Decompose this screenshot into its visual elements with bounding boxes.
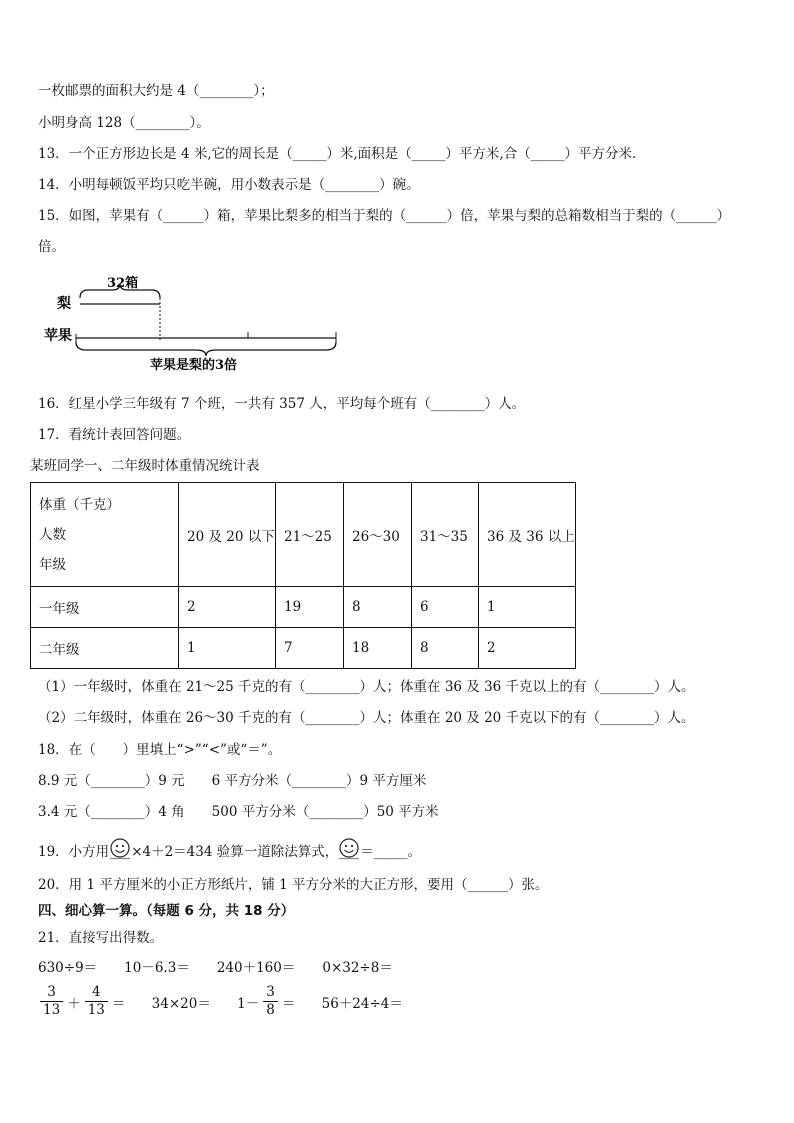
row-label: 一年级	[31, 587, 179, 628]
column-header: 26～30	[344, 483, 412, 587]
question-17-2: （2）二年级时，体重在 26～30 千克的有（________）人；体重在 20 及 20 千克以下的有（________）人。	[38, 710, 695, 726]
question-16: 16．红星小学三年级有 7 个班，一共有 357 人，平均每个班有（________）人。	[38, 396, 526, 412]
column-header: 36 及 36 以上	[479, 483, 576, 587]
column-header: 21～25	[276, 483, 344, 587]
table-cell: 7	[276, 628, 344, 669]
column-header: 31～35	[412, 483, 479, 587]
smiley-face-icon	[109, 838, 131, 867]
calc-item-2: 34×20＝	[151, 995, 211, 1012]
fraction-denominator: 8	[266, 1002, 275, 1018]
question-18: 18．在（ ）里填上“>”“<”或“＝”。	[38, 742, 282, 758]
table-cell: 1	[179, 628, 276, 669]
header-weight: 体重（千克）	[39, 496, 120, 513]
weight-statistics-table	[30, 482, 576, 669]
table-header-row	[31, 483, 576, 587]
apple-label: 苹果	[44, 328, 72, 344]
question-14: 14．小明每顿饭平均只吃半碗，用小数表示是（________）碗。	[38, 177, 420, 193]
table-cell: 1	[479, 587, 576, 628]
question-17: 17．看统计表回答问题。	[38, 427, 191, 443]
equals-sign: ＝	[281, 995, 296, 1012]
height-question: 小明身高 128（________）。	[38, 115, 210, 131]
top-brace	[80, 284, 160, 298]
section-4-title: 四、细心算一算。（每题 6 分，共 18 分）	[38, 903, 295, 919]
question-15-continued: 倍。	[38, 239, 65, 255]
header-grade: 年级	[39, 556, 66, 573]
diagram-bottom-label: 苹果是梨的3倍	[150, 358, 238, 372]
bottom-brace	[76, 342, 336, 356]
table-row	[31, 587, 576, 628]
diagram-top-label: 32箱	[107, 276, 139, 291]
question-19	[38, 838, 421, 867]
table-cell: 18	[344, 628, 412, 669]
fraction-numerator: 3	[40, 984, 63, 1002]
calc-item-3-prefix: 1－	[237, 995, 260, 1012]
fraction-3-13	[40, 984, 63, 1019]
row-label: 二年级	[31, 628, 179, 669]
table-cell: 19	[276, 587, 344, 628]
fraction-numerator: 3	[263, 984, 278, 1002]
question-15: 15．如图，苹果有（______）箱，苹果比梨多的相当于梨的（______）倍，苹果与梨的总箱数相当于梨的（______）	[38, 208, 731, 224]
smiley-face-icon	[338, 838, 360, 867]
table-cell: 6	[412, 587, 479, 628]
pear-label: 梨	[57, 296, 71, 312]
question-18-row-1: 8.9 元（________）9 元 6 平方分米（________）9 平方厘米	[38, 773, 427, 789]
fraction-denominator: 13	[43, 1002, 61, 1018]
table-cell: 8	[412, 628, 479, 669]
question-21: 21．直接写出得数。	[38, 930, 164, 946]
stamp-area-question: 一枚邮票的面积大约是 4（________）；	[38, 83, 274, 99]
table-corner-header	[31, 483, 179, 587]
question-20: 20．用 1 平方厘米的小正方形纸片，铺 1 平方分米的大正方形，要用（______）张。	[38, 877, 549, 893]
question-17-1: （1）一年级时，体重在 21～25 千克的有（________）人；体重在 36 及 36 千克以上的有（________）人。	[38, 679, 695, 695]
header-people: 人数	[39, 526, 66, 543]
calc-row-1: 630÷9＝ 10－6.3＝ 240＋160＝ 0×32÷8＝	[38, 960, 393, 976]
fraction-3-8	[263, 984, 278, 1019]
fraction-denominator: 13	[87, 1002, 105, 1018]
equals-sign: ＝	[111, 995, 126, 1012]
plus-sign: ＋	[67, 995, 81, 1012]
calc-row-2	[38, 984, 405, 1019]
table-cell: 8	[344, 587, 412, 628]
question-19-start: 19．小方用	[38, 844, 110, 860]
table-cell: 2	[179, 587, 276, 628]
fraction-numerator: 4	[85, 984, 108, 1002]
question-13: 13．一个正方形边长是 4 米,它的周长是（_____）米,面积是（_____）平方米,合（_____）平方分米．	[38, 146, 646, 162]
apple-pear-bar-diagram	[40, 272, 350, 372]
column-header: 20 及 20 以下	[179, 483, 276, 587]
question-19-middle: ×4＋2＝434 验算一道除法算式，	[131, 844, 339, 860]
question-19-end: ＝_____。	[360, 844, 421, 860]
question-18-row-2: 3.4 元（________）4 角 500 平方分米（________）50 平方米	[38, 804, 439, 820]
table-cell: 2	[479, 628, 576, 669]
table-title: 某班同学一、二年级时体重情况统计表	[30, 458, 260, 474]
fraction-4-13	[85, 984, 108, 1019]
calc-item-4: 56＋24÷4＝	[321, 995, 403, 1012]
table-row	[31, 628, 576, 669]
